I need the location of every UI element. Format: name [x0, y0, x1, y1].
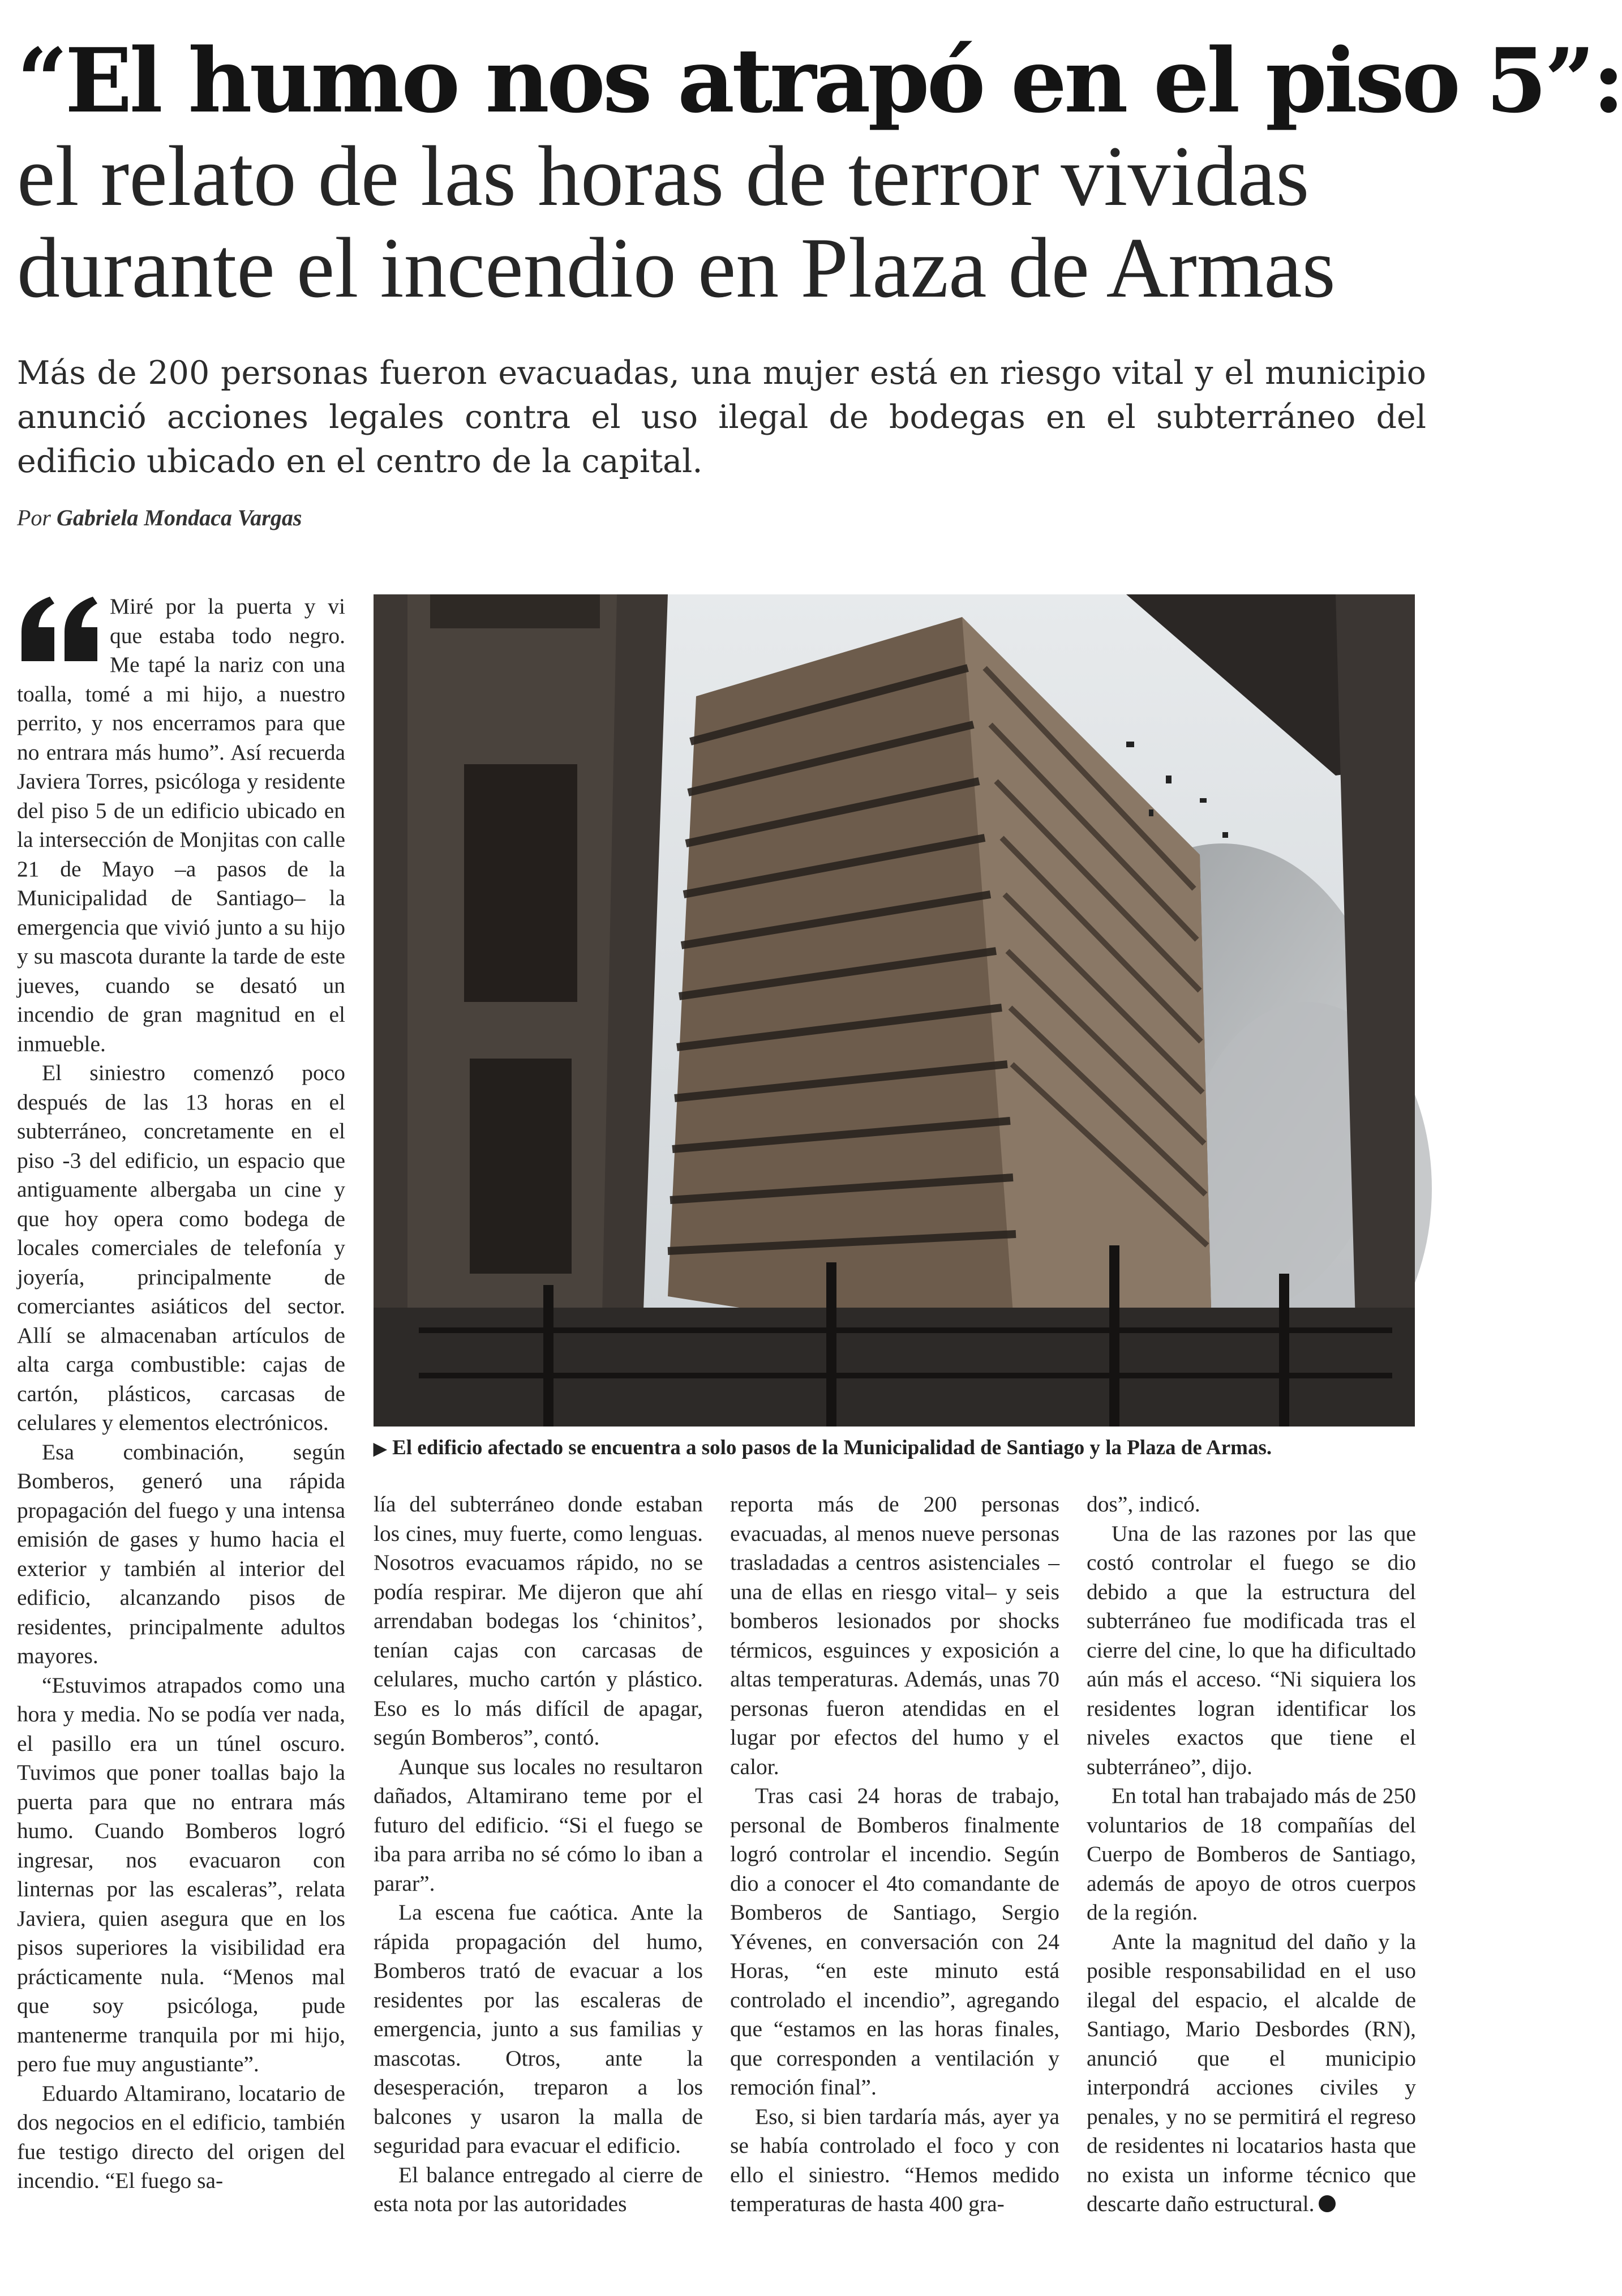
open-quote-icon — [17, 594, 102, 661]
paragraph: reporta más de 200 personas evacuadas, al menos nueve personas trasladadas a centros asistenciales –una de ellas en riesgo vital– y seis bomberos lesionados por shocks térmicos, esguinces y exposición a altas temperaturas. Además, unas 70 personas fueron atendidas en el lugar por efectos del humo y el calor. — [730, 1492, 1059, 1779]
paragraph — [1087, 1927, 1416, 2219]
photo-caption — [374, 1432, 1415, 1464]
headline-subtitle: el relato de las horas de terror vividas durante el incendio en Plaza de Armas — [17, 128, 1336, 315]
building-fire-image — [374, 594, 1415, 1427]
body-column-1 — [17, 592, 345, 2196]
body-column-4 — [1087, 1490, 1416, 2219]
deck: Más de 200 personas fueron evacuadas, una mujer está en riesgo vital y el municipio anunció acciones legales contra el uso ilegal de bodegas en el subterráneo del edificio ubicado en el centro de la capital. — [17, 354, 1426, 480]
end-bullet-icon — [1319, 2195, 1336, 2212]
paragraph: En total han trabajado más de 250 voluntarios de 18 compañías del Cuerpo de Bomberos de Santiago, además de apoyo de otros cuerpos de la región. — [1087, 1783, 1416, 1925]
paragraph: lía del subterráneo donde estaban los cines, muy fuerte, como lenguas. Nosotros evacuamos rápido, no se podía respirar. Me dijeron que ahí arrendaban bodegas los ‘chinitos’, tenían cajas con carcasas de celulares, mucho cartón y plástico. Eso es lo más difícil de apagar, según Bomberos”, contó. — [374, 1492, 703, 1750]
byline — [17, 501, 302, 535]
article-photo — [374, 594, 1415, 1427]
headline-quote: “El humo nos atrapó en el piso 5”: — [17, 29, 1622, 132]
paragraph: Eso, si bien tardaría más, ayer ya se había controlado el foco y con ello el siniestro. “Hemos medido temperaturas de hasta 400 gra- — [730, 2104, 1059, 2216]
paragraph: La escena fue caótica. Ante la rápida propagación del humo, Bomberos trató de evacuar a los residentes por las escaleras de emergencia, junto a sus familias y mascotas. Otros, ante la desesperación, treparon a los balcones y usaron la malla de seguridad para evacuar el edificio. — [374, 1900, 703, 2158]
byline-prefix: Por — [17, 505, 51, 530]
body-column-3 — [730, 1490, 1059, 2219]
body-column-2 — [374, 1490, 703, 2219]
triangle-right-icon: ▶ — [374, 1440, 387, 1458]
paragraph: Esa combinación, según Bomberos, generó una rápida propagación del fuego y una intensa emisión de gases y humo hacia el exterior y también al interior del edificio, alcanzando pisos de residentes, principalmente adultos mayores. — [17, 1439, 345, 1668]
paragraph: “Estuvimos atrapados como una hora y media. No se podía ver nada, el pasillo era un túnel oscuro. Tuvimos que poner toallas bajo la puerta para que no entrara más humo. Cuando Bomberos logró ingresar, nos evacuaron con linternas por las escaleras”, relata Javiera, quien asegura que en los pisos superiores la visibilidad era prácticamente nula. “Menos mal que soy psicóloga, pude mantenerme tranquila por mi hijo, pero fue muy angustiante”. — [17, 1672, 345, 2076]
byline-author: Gabriela Mondaca Vargas — [57, 505, 302, 530]
paragraph-text: Ante la magnitud del daño y la posible responsabilidad en el uso ilegal del espacio, el alcalde de Santiago, Mario Desbordes (RN), anunció que el municipio interpondrá acciones civiles y penales, y no se permitirá el regreso de residentes ni locatarios hasta que no exista un informe técnico que descarte daño estructural. — [1087, 1929, 1416, 2216]
paragraph: Una de las razones por las que costó controlar el fuego se dio debido a que la estructura del subterráneo fue modificada tras el cierre del cine, lo que ha dificultado aún más el acceso. “Ni siquiera los residentes logran identificar los niveles exactos que tiene el subterráneo”, dijo. — [1087, 1520, 1416, 1779]
paragraph: dos”, indicó. — [1087, 1492, 1200, 1517]
paragraph: Eduardo Altamirano, locatario de dos negocios en el edificio, también fue testigo directo del origen del incendio. “El fuego sa- — [17, 2080, 345, 2193]
paragraph: Aunque sus locales no resultaron dañados, Altamirano teme por el futuro del edificio. “Si el fuego se iba para arriba no sé cómo lo iban a parar”. — [374, 1754, 703, 1896]
paragraph: El balance entregado al cierre de esta nota por las autoridades — [374, 2162, 703, 2216]
paragraph: El siniestro comenzó poco después de las 13 horas en el subterráneo, concretamente en el piso -3 del edificio, un espacio que antiguamente albergaba un cine y que hoy opera como bodega de locales comerciales de telefonía y joyería, principalmente de comerciantes asiáticos del sector. Allí se almacenaban artículos de alta carga combustible: cajas de cartón, plásticos, carcasas de celulares y elementos electrónicos. — [17, 1060, 345, 1435]
photo-caption-text: El edificio afectado se encuentra a solo pasos de la Municipalidad de Santiago y la Plaza de Armas. — [392, 1436, 1272, 1459]
paragraph: Miré por la puerta y vi que estaba todo negro. Me tapé la nariz con una toalla, tomé a mi hijo, a nuestro perrito, y nos encerramos para que no entrara más humo”. Así recuerda Javiera Torres, psicóloga y residente del piso 5 de un edificio ubicado en la intersección de Monjitas con calle 21 de Mayo –a pasos de la Municipalidad de Santiago– la emergencia que vivió junto a su hijo y su mascota durante la tarde de este jueves, cuando se desató un incendio de gran magnitud en el inmueble. — [17, 594, 345, 1056]
paragraph: Tras casi 24 horas de trabajo, personal de Bomberos finalmente logró controlar el incendio. Según dio a conocer el 4to comandante de Bomberos de Santiago, Sergio Yévenes, en conversación con 24 Horas, “en este minuto está controlado el incendio”, agregando que “estamos en las horas finales, que corresponden a ventilación y remoción final”. — [730, 1783, 1059, 2100]
